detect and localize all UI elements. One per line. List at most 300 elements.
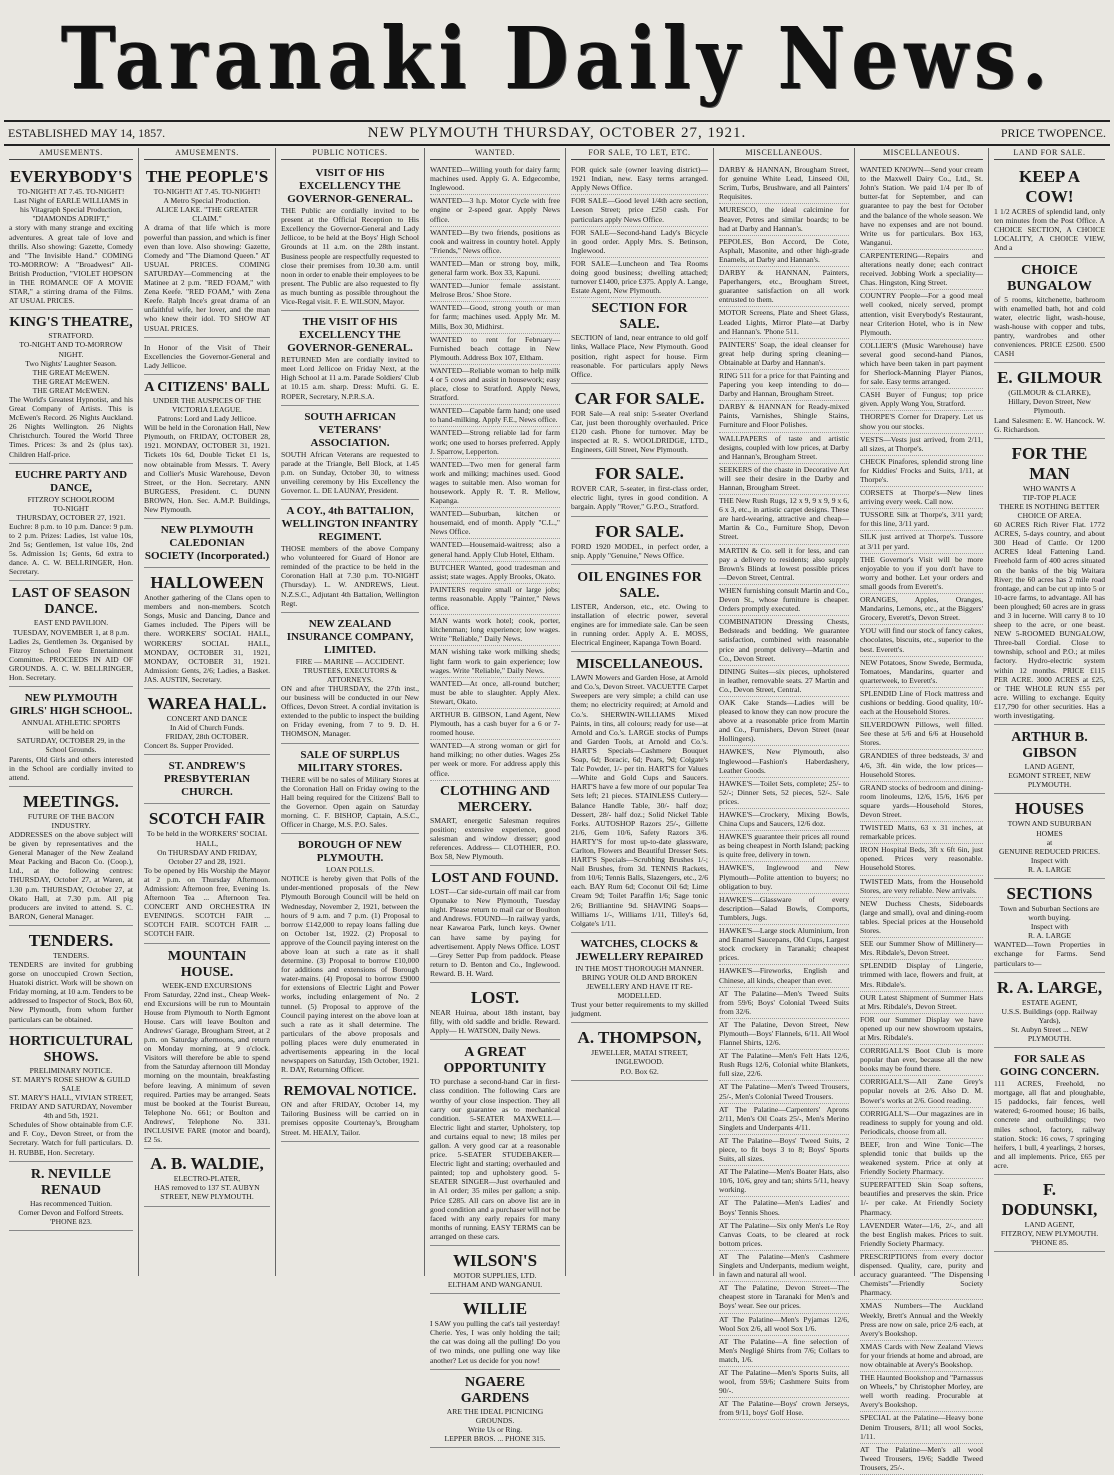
classified-ad: NEW Duchess Chests, Sideboards (large and small), oval and dining-room tables. Special prices at the Household Stores. [860, 898, 983, 938]
display-ad [144, 1151, 270, 1206]
ad-body: THERE will be no sales of Military Stores at the Coronation Hall on Friday owing to the Hall being required for the Citizens' Ball to the Governor. Open again on Saturday morning. C. F. BISHOP, Captain, A.S.C., Officer in Charge, M.S. P.O. Sales. [281, 774, 419, 830]
ad-title: CAR FOR SALE. [574, 388, 705, 408]
display-ad [281, 746, 419, 835]
ad-title: CHOICE BUNGALOW [1007, 262, 1092, 294]
ad-title: NEW PLYMOUTH CALEDONIAN SOCIETY (Incorporated.) [144, 524, 270, 563]
classified-ad: HAWKE'S—Toilet Sets, complete; 25/- to 52/-; Dinner Sets, 52 pieces, 52/-. Sale prices. [719, 778, 849, 809]
ad-line: TRUSTEES, EXECUTORS & ATTORNEYS. [303, 665, 397, 684]
classified-ad: FOR SALE—Luncheon and Tea Rooms doing good business; dwelling attached; turnover £1400, price £375. Apply A. Lange, Estate Agent, New Plymouth. [571, 258, 708, 298]
ad-line: CHOICE OF AREA. [1017, 510, 1082, 520]
column-5 [566, 148, 714, 1276]
ad-title: A CITIZENS' BALL [144, 379, 270, 395]
classified-ad: CORSETS at Thorpe's—New lines arriving every week. Call now. [860, 487, 983, 509]
ad-title: ST. ANDREW'S PRESBYTERIAN CHURCH. [163, 760, 251, 799]
classified-ad: COMBINATION Dressing Chests, Bedsteads and bedding. We guarantee satisfaction, combined with reasonable price and prompt delivery—Martin and Co., Devon Street. [719, 616, 849, 665]
display-ad [994, 796, 1105, 879]
classified-ad: PRESCRIPTIONS from every doctor dispensed. Quality, care, purity and accuracy guaranteed. "The Dispensing Chemists"—Friendly Society Pharmacy. [860, 1251, 983, 1300]
display-ad [571, 461, 708, 516]
ad-line: Inspect with [1030, 922, 1069, 932]
classified-ad: VESTS—Vests just arrived, from 2/11, all sizes, at Thorpe's. [860, 434, 983, 456]
display-ad [994, 881, 1105, 973]
ad-body: NEAR Huirua, about 18th instant, bay filly, with old saddle and bridle. Reward. Apply— H. WATSON, Daily News. [430, 1008, 560, 1036]
ad-title: CLOTHING AND MERCERY. [439, 783, 551, 815]
ad-line: ANNUAL ATHLETIC SPORTS [21, 718, 121, 728]
classified-ad: HAWKE'S, Inglewood and New Plymouth—Polite attention to buyers; no obligation to buy. [719, 862, 849, 893]
ad-body: TENDERS are invited for grubbing gorse on unoccupied Crown Section, Huatoki district. Work will be shown on Friday morning, at 10 a.m. Tenders to be addressed to Inspector of Stock, Box 60, New Plymouth, from whom further particulars can be obtained. [9, 960, 133, 1024]
ad-line: BRING YOUR OLD AND BROKEN JEWELLERY AND HAVE IT RE-MODELLED. [581, 972, 698, 1001]
column-6 [714, 148, 855, 1418]
ad-line: FITZROY, NEW PLYMOUTH. [1000, 1229, 1099, 1239]
classified-ad: WANTED—3 h.p. Motor Cycle with free engine or 2-speed gear. Apply News office. [430, 195, 560, 226]
classified-ad: AT The Palatine—Carpenters' Aprons 2/11, Men's Oil Coats 25/-, Men's Merino Singlets and Underpants 4/11. [719, 1104, 849, 1135]
display-ad [144, 164, 270, 338]
masthead [0, 0, 1114, 118]
ad-body: In Honor of the Visit of Their Excellencies the Governor-General and Lady Jellicoe. [144, 342, 270, 370]
ad-title: EVERYBODY'S [9, 167, 133, 187]
ad-line: SATURDAY, OCTOBER 29, in the School Grounds. [16, 736, 126, 755]
ad-line: WHO WANTS A [1022, 483, 1076, 493]
ad-line: PRELIMINARY NOTICE. [29, 1065, 113, 1075]
ad-body: FOR Sale—A real snip: 5-seater Overland Car, just been thoroughly overhauled. Price £120 cash. Phone for turnover. May be inspected at R. S. WOOLDRIDGE, LTD., Engineers, Gill Street, New Plymouth. [571, 408, 708, 455]
ad-line: EAST END PAVILION. [33, 618, 109, 628]
ad-body: FORD 1920 MODEL, in perfect order, a snip. Apply "Genuine," News Office. [571, 541, 708, 560]
column-8 [989, 148, 1110, 1276]
classified-ad: BEEF, Iron and Wine Tonic—The splendid tonic that builds up the weakened system. Price at only at Friendly Society Pharmacy. [860, 1139, 983, 1179]
display-ad [9, 1031, 133, 1162]
classified-ad: AT The Palatine—Men's Boater Hats, also 10/6, 10/6, grey and tan; shirts 5/11, heavy working. [719, 1166, 849, 1197]
ad-body: a story with many strange and exciting adventures. A great tale of love and thrills. Also showing: Gazette, Comedy and "The Invisible Hand." COMING TO-MORROW: A "Broadwest" All-British Production, "VIOLET HOPSON in THE ROMANCE OF A MOVIE STAR," a stirring drama of the Films. AT USUAL PRICES. [9, 223, 133, 306]
display-ad [571, 935, 708, 1024]
classified-ad: SPLENDID Line of Flock mattress and cushions or bedding. Good quality, 10/- each at the Household Stores. [860, 688, 983, 719]
classified-ad: HAWKE'S guarantee their prices all round as being cheapest in North Island; packing is quite free, delivery in town. [719, 831, 849, 862]
classified-ad: SPLENDID Display of Lingerie, trimmed with lace, flowers and fruit, at Mrs. Ribdale's. [860, 960, 983, 991]
ad-body: 60 ACRES Rich River Flat. 1772 ACRES, 5-days country, and about 300 Head of Cattle. Or 1200 ACRES Ideal Fattening Land. Freehold farm of 400 acres situated on the banks of the big Waitara River; the 60 acres has 2 mile road frontage, and can be cut up into 5 or 10-acre farms, to advantage. All has been ploughed; 60 acres are in grass and 3 in lucerne. Will carry 8 to 10 sheep to the acre, or one beast. NEW 5-ROOMED BUNGALOW, Three-ball Cordial. Close to township, school and P.O.; at miles factory. Hydro-electric system within 12 months. PRICE £115 PER ACRE. 3000 ACRES at £25, or THE WHOLE RUN £55 per acre. Willing to exchange. Equity £17,790 for other securities. Has a worth investigating. [994, 520, 1105, 721]
dateline-bar [4, 120, 1110, 146]
display-ad [281, 502, 419, 613]
ad-line: To be held in the WORKERS' SOCIAL HALL, [146, 829, 268, 848]
display-ad [430, 1372, 560, 1448]
ad-line: TIP-TOP PLACE [1022, 492, 1077, 502]
ad-title: THE VISIT OF HIS EXCELLENCY THE GOVERNOR-GENERAL. [287, 316, 413, 355]
classified-ad: COUNTRY People—For a good meal well cooked, nicely served, prompt attention, visit Everybody's Restaurant, near Criterion Hotel, who is in New Plymouth. [860, 290, 983, 339]
ad-title: F. DODUNSKI, [1001, 1180, 1098, 1220]
ad-line: FIRE — MARINE — ACCIDENT. [295, 656, 405, 666]
display-ad [9, 1164, 133, 1231]
classified-ad: COLLIER'S (Music Warehouse) have several good second-hand Pianos, which have been taken in part payment for Sherlock-Manning Player Pianos, for sale. Easy terms arranged. [860, 340, 983, 389]
display-ad [144, 806, 270, 943]
classified-ad: LAVENDER Water—1/6, 2/-, and all the best English makes. Prices to suit. Friendly Society Pharmacy. [860, 1220, 983, 1251]
ad-title: KEEP A COW! [1019, 167, 1080, 207]
ad-title: NEW ZEALAND INSURANCE COMPANY, LIMITED. [286, 617, 414, 656]
classified-ad: GRAND stocks of bedroom and dining-room linoleums, 12/6, 15/6, 16/6 per square yards—Household Stores, Devon Street. [860, 782, 983, 822]
ad-line: at [1046, 837, 1053, 847]
classified-ad: AT The Palatine—Men's Tweed Suits from 59/6; Boys' Colonial Tweed Suits from 32/6. [719, 988, 849, 1019]
display-ad [994, 1050, 1105, 1175]
classified-ad: AT The Palatine—Men's Ladies' and Boys' Tennis Shoes. [719, 1197, 849, 1219]
display-ad [144, 946, 270, 1150]
classified-ad: SPECIAL at the Palatine—Heavy bone Denim Trousers, 8/11; all wool Socks, 1/11. [860, 1412, 983, 1443]
ad-body: NOTICE is hereby given that Polls of the under-mentioned proposals of the New Plymouth Borough Council will be held on Wednesday, November 2, 1921, between the hours of 9 a.m. and 7 p.m. (1) Proposal to borrow £142,000 to repay loans falling due on October 1st, 1922. (2) Proposal to approve of the Council paying interest on the above loan at such a rate as it shall determine. (3) Proposal to borrow £10,000 for additions and extensions of Borough water-mains. (4) Proposal to borrow £9000 for extensions of Electric Light and Power works, including enlargement of No. 2 tunnel. (5) Proposal to approve of the Council paying interest on the above loan at such a rate as it shall determine. The particulars of the above proposals and polling places were duly enumerated in advertisements appearing in the local newspapers on Saturday, 15th October, 1921. R. DAY, Returning Officer. [281, 874, 419, 1075]
ad-title: MEETINGS. [23, 791, 119, 811]
ad-line: 'PHONE 823. [50, 1216, 92, 1226]
column-heading: MISCELLANEOUS. [719, 148, 849, 160]
classified-ad: AT The Palatine—Men's Felt Hats 12/6, Rush Rugs 12/6, Colonial white Blankets, full size, 22/6. [719, 1050, 849, 1081]
ad-line: TENDERS. [52, 950, 90, 960]
ad-body: The World's Greatest Hypnotist, and his Great Company of Artists. This is McEwen's Record. 26 Nights Auckland. 26 Nights Wellington. 26 Nights Christchurch. Toured the World Three Times. Prices: 3s and 2s (plus tax). Children Half-price. [9, 394, 133, 459]
classified-ad: WANTED—Junior female assistant. Melrose Bros.' Shoe Store. [430, 280, 560, 302]
display-ad [430, 781, 560, 866]
classified-ad: ORANGES, Apples, Oranges, Mandarins, Lemons, etc., at the Biggers' Grocery, Everett's, Devon Street. [860, 594, 983, 625]
ad-title: R. NEVILLE RENAUD [30, 1166, 112, 1198]
ad-line: EGMONT STREET, NEW PLYMOUTH. [1008, 771, 1091, 790]
classified-ad: HAWKE'S—Glassware of every description—Salad Bowls, Comports, Tumblers, Jugs. [719, 894, 849, 925]
ad-title: KING'S THEATRE, [9, 315, 133, 331]
ad-body: I SAW you pulling the cat's tail yesterday! Cherie. Yes, I was only holding the tail; the cat was doing all the pulling! Do you of two minds, one pulling one way like another? Let us decide for you now! [430, 1319, 560, 1365]
ad-line: R. A. LARGE [1027, 864, 1072, 874]
ad-title: A GREAT OPPORTUNITY [443, 1045, 547, 1077]
classified-ad: PAINTERS' Soap, the ideal cleanser for great help during spring cleaning—Obtainable at Darby and Hannan's. [719, 339, 849, 370]
classified-ad: WANTED—At once, all-round butcher; must be able to slaughter. Apply Alex. Stewart, Okato. [430, 678, 560, 709]
ad-title: A. B. WALDIE, [150, 1154, 264, 1174]
classified-ad: WANTED—Reliable woman to help milk 4 or 5 cows and assist in housework; easy place, close to Stratford. Apply News, Stratford. [430, 365, 560, 405]
ad-title: HORTICULTURAL SHOWS. [9, 1033, 133, 1065]
ad-body: 111 ACRES, Freehold, no mortgage, all flat and ploughable, 15 paddocks, fair fences, well watered; 6-roomed house; 16 bails, concrete and outbuildings; two miles school, factory, railway station. Stock: 16 cows, 7 springing heifers, 1 bull, 4 yearlings, 2 horses, and all implements. Price, £65 per acre. [994, 1079, 1105, 1170]
classified-ad: AT The Palatine—Men's Sports Suits, all wool, from 59/6; Cashmere Suits from 90/-. [719, 1367, 849, 1398]
classified-ad: AT The Palatine—Boys' Tweed Suits, 2 piece, to fit boys 3 to 8; Boys' Sports Suits, all sizes. [719, 1135, 849, 1166]
classified-ad: MAN wants work hotel; cook, porter, kitchenman; long experience; low wages. Write "Reliable," Daily News. [430, 615, 560, 646]
classified-ad: WANTED—Suburban, kitchen or housemaid, end of month. Apply "C.L.," News Office. [430, 508, 560, 539]
ad-body: ROVER CAR, 5-seater, in first-class order, electric light, tyres in good condition. A bargain. Apply "Rover," G.P.O., Stratford. [571, 484, 708, 512]
classified-ad: TWISTED Mats, from the Household Stores, are very reliable. New arrivals. [860, 876, 983, 898]
display-ad [144, 691, 270, 755]
classified-ad: FOR our Summer Display we have opened up our new showroom upstairs, at Mrs. Ribdale's. [860, 1014, 983, 1045]
classified-ad: PAINTERS require small or large jobs; terms reasonable. Apply "Painter," News office. [430, 584, 560, 615]
ad-title: SOUTH AFRICAN VETERANS' ASSOCIATION. [304, 410, 396, 449]
ad-title: NEW PLYMOUTH GIRLS' HIGH SCHOOL. [9, 692, 133, 718]
classified-ad: HAWKE'S—Large stock Aluminium, Iron and Enamel Saucepans, Old Cups, Largest stock crockery in Taranaki; cheapest prices. [719, 925, 849, 965]
classified-ad: AT The Palatine, Devon Street—The cheapest store in Taranaki for Men's and Boys' wear. See our prices. [719, 1282, 849, 1313]
ad-title: HALLOWEEN [150, 573, 264, 593]
ad-line: THURSDAY, OCTOBER 27, 1921. [16, 512, 126, 522]
ad-title: SECTIONS [1006, 883, 1093, 903]
display-ad [571, 298, 708, 383]
classified-ad: WHEN furnishing consult Martin and Co., Devon St., whose furniture is cheaper. Orders promptly executed. [719, 585, 849, 616]
ad-body: Will be held in the Coronation Hall, New Plymouth, on FRIDAY, OCTOBER 28, 1921. MONDAY, OCTOBER 31, 1921. Tickets 10s 6d, Double Ticket £1 1s, now obtainable from Messrs. T. Avery and Collier's Music Warehouse, Devon Street, or the Hon. Secretary. ANN BURGESS, President. C. DUNN BROWN, Hon. Sec. A.M.P. Buildings, New Plymouth. [144, 423, 270, 514]
classified-ad: AT The Palatine—Men's Tweed Trousers, 25/-, Men's Colonial Tweed Trousers. [719, 1081, 849, 1103]
classified-ad: MOTOR Screens, Plate and Sheet Glass, Leaded Lights, Mirror Plate—at Darby and Hannan's. 'Phone 511. [719, 307, 849, 338]
ad-body: Parents, Old Girls and others interested in the School are cordially invited to attend. [9, 754, 133, 782]
classified-ad: CORRIGALL'S—All Zane Grey's popular novels at 2/6. Also D. M. Bower's works at 2/6. Good reading. [860, 1076, 983, 1107]
issue-dateline: NEW PLYMOUTH THURSDAY, OCTOBER 27, 1921. [367, 125, 747, 141]
ad-title: EUCHRE PARTY AND DANCE, [14, 468, 128, 494]
ad-body: Ladies 2s, Gentlemen 3s. Organised by Fitzroy School Fete Entertainment Committee. PROCEEDS IN AID OF GROUNDS. A. C. W. BELLRINGER, Hon. Secretary. [9, 636, 133, 683]
display-ad [144, 570, 270, 689]
display-ad [9, 466, 133, 582]
column-1 [4, 148, 139, 1276]
classified-ad: HAWKE'S—Fireworks, English and Chinese, all kinds, cheaper than ever. [719, 965, 849, 987]
display-ad [430, 985, 560, 1040]
masthead-title: Taranaki Daily News. [60, 9, 1054, 109]
ad-line: St. Aubyn Street ... NEW PLYMOUTH. [1011, 1024, 1088, 1043]
ad-title: OIL ENGINES FOR SALE. [577, 569, 702, 601]
ad-line: FRIDAY AND SATURDAY, November 4th and 5th, 1921. [10, 1102, 132, 1121]
classified-ad: THORPE'S Corner for Drapery. Let us show you our stocks. [860, 411, 983, 433]
classified-ad: PEPOLES, Bon Accord, De Cote, Asphalt, Masonite, and other high-grade Enamels, at Darby and Hannan's. [719, 236, 849, 267]
classified-ad: SILVERDOWN Pillows, well filled. See these at 5/6 and 6/6 at Household Stores. [860, 719, 983, 750]
ad-body: TO purchase a second-hand Car in first-class condition. The following Cars are worthy of your close inspection. They all carry our guarantee as to mechanical condition. 5-SEATER MAXWELL—Electric light and starter, Upholstery, top and curtains equal to new; 18 miles per gallon. A very good car at a reasonable price. 5-SEATER STUDEBAKER—Electric light and starting; overhauled and painted; top and upholstery good. 5-SEATER SINGER—Just overhauled and in A1 order; 35 miles per gallon; a snip. Price £285. All cars on above list are in good condition and a purchaser will not be faced with any early repairs for many months of running. EASY TERMS can be arranged on these cars. [430, 1077, 560, 1241]
column-heading: PUBLIC NOTICES. [281, 148, 419, 160]
classified-ad: DINING Suites—six pieces, upholstered in leather, removable seats. 27 Martin and Co., Devon Street, Central. [719, 666, 849, 697]
ad-line: THE GREAT McEWEN. [32, 367, 110, 377]
classified-ad: XMAS Cards with New Zealand Views for your friends at home and abroad, are now obtainable at Avery's Bookshop. [860, 1341, 983, 1372]
ad-title: LAST OF SEASON DANCE. [11, 586, 131, 618]
classified-ad: MURESCO, the ideal calcimine for Beaver, Petres and similar boards; to be had at Darby and Hannan's. [719, 204, 849, 235]
ad-line: ARE THE IDEAL PICNICING GROUNDS. [446, 1406, 544, 1425]
ad-body: SMART, energetic Salesman requires position; extensive experience, good salesman and window dresser; good references. Address— CLOTHIER, P.O. Box 58, New Plymouth. [430, 815, 560, 861]
classified-ad: TUSSORE Silk at Thorpe's, 3/11 yard; for this line, 3/11 yard. [860, 509, 983, 531]
classified-ad: HAWKE'S—Crockery, Mixing Bowls, China Cups and Saucers, 12/6 doz. [719, 809, 849, 831]
ad-line: LAND AGENT, [1024, 762, 1075, 772]
ad-line: FRIDAY, 28th OCTOBER. [165, 732, 249, 742]
ad-line: Write Us or Ring. [467, 1424, 523, 1434]
classified-ad: XMAS Numbers—The Auckland Weekly, Brett's Annual and the Weekly Press are now on sale, price 2/6 each, at Avery's Bookshop. [860, 1300, 983, 1340]
display-ad [9, 583, 133, 687]
ad-title: A COY., 4th BATTALION, WELLINGTON INFANTRY REGIMENT. [281, 505, 419, 544]
display-ad [430, 1042, 560, 1246]
ad-line: ALICE LAKE. "THE GREATER CLAIM." [155, 205, 259, 224]
classified-ad: FOR SALE—Good level 1/4th acre section, Leeson Street; price £250 cash. For particulars apply News Office. [571, 195, 708, 226]
ad-line: P.O. Box 62. [620, 1066, 659, 1076]
ad-line: (GILMOUR & CLARKE), [1008, 388, 1091, 398]
display-ad [571, 567, 708, 652]
ad-title: LOST. [470, 988, 520, 1008]
column-4 [425, 148, 566, 1443]
display-ad [430, 1248, 560, 1294]
ad-title: WILSON'S [452, 1251, 538, 1270]
ad-title: ARTHUR B. GIBSON [1011, 730, 1088, 762]
classified-ad: CORRIGALL'S—Our magazines are in readiness to supply for young and old. Periodicals, choose from all. [860, 1108, 983, 1139]
classified-ad: CORRIGALL'S Boot Club is more popular than ever, because all the new books may be found there. [860, 1045, 983, 1076]
ad-body: LISTER, Anderson, etc., etc. Owing to installation of electric power, several engines are for immediate sale. Can be seen in running order. Apply A. E. MOSS, Electrical Engineer, Kapanga Town Board. [571, 601, 708, 648]
column-heading: FOR SALE, TO LET, ETC. [571, 148, 708, 160]
classified-ad: AT The Palatine—Boys' crown Jerseys, from 9/11, boys' Golf Hose. [719, 1398, 849, 1420]
display-ad [571, 519, 708, 565]
ad-body: ON and after FRIDAY, October 14, my Tailoring Business will be carried on in premises opposite Courtenay's, Brougham Street. M. HEALY, Tailor. [281, 1100, 419, 1137]
classified-ad: SUPERFATTED Skin Soap softens, beautifies and preserves the skin. Price 1/- per cake. At Friendly Society Pharmacy. [860, 1179, 983, 1219]
ad-line: In Aid of Church Funds. [169, 723, 245, 733]
display-ad [144, 521, 270, 568]
display-ad [144, 757, 270, 804]
display-ad [144, 340, 270, 375]
display-ad [9, 789, 133, 926]
ad-title: BOROUGH OF NEW PLYMOUTH. [297, 839, 403, 865]
ad-title: WILLIE [462, 1299, 528, 1319]
ad-line: THE GREAT McEWEN. [32, 376, 110, 386]
ad-body: Euchre: 8 p.m. to 10 p.m. Dance: 9 p.m. to 2 p.m. Prizes: Ladies, 1st value 10s, 2nd 5s; Gentlemen, 1st value 10s, 2nd 5s. Admission 1s; Gents, 6d extra to dance. A. C. W. BELLRINGER, Hon. Secretary. [9, 521, 133, 577]
column-heading: LAND FOR SALE. [994, 148, 1105, 160]
ad-title: FOR SALE AS GOING CONCERN. [999, 1053, 1099, 1079]
classified-ad: WANTED—Two men for general farm work and milking; machines used. Good wages to suitable men. Also woman for housework. Apply R. T. R. Mellow, Kapanga. [430, 459, 560, 508]
ad-line: FUTURE OF THE BACON INDUSTRY. [27, 811, 115, 830]
ad-line: THE GREAT McEWEN. [32, 385, 110, 395]
ad-title: R. A. LARGE, [996, 977, 1103, 997]
ad-line: WEEK-END EXCURSIONS [162, 980, 252, 990]
ad-title: THE PEOPLE'S [145, 167, 269, 187]
classified-ad: CASH Buyer of Fungus; top price given. Apply Wong You, Stratford. [860, 389, 983, 411]
classified-ad: WANTED—Capable farm hand; one used to hand-milking. Apply F.E., News office. [430, 405, 560, 427]
ad-line: Two Nights' Laughter Season. [25, 358, 117, 368]
established-date: ESTABLISHED MAY 14, 1857. [8, 126, 166, 140]
ad-line: TO-NIGHT! AT 7.45. TO-NIGHT! [17, 187, 125, 197]
ad-body: SOUTH African Veterans are requested to parade at the Triangle, Bell Block, at 1.45 p.m. on Sunday, October 30, to witness unveiling ceremony by His Excellency the Governor. L. DE LAUNAY, President. [281, 449, 419, 495]
ad-body: THE Public are cordially invited to be present at the Official Reception to His Excellency the Governor-General and Lady Jellicoe, to be held at the Boys' High School Grounds at 11 a.m. on the 28th instant. Business people are respectfully requested to close their premises from 10.30 a.m. until noon in order to enable their employees to be present. The Public are also requested to fly as much bunting as possible throughout the Vice-Regal visit. F. E. WILSON, Mayor. [281, 206, 419, 307]
ad-line: Corner Devon and Folford Streets. [18, 1207, 124, 1217]
ad-body: Another gathering of the Clans open to members and non-members. Scotch Songs, Music and Dancing, Dance and Games included. The Pipers will be there. WORKERS' SOCIAL HALL, WORKERS' SOCIAL HALL, MONDAY, OCTOBER 31, 1921, MONDAY, OCTOBER 31, 1921. Admission: Gents, 2/6; Ladies, a Basket. JAS. AUSTIN, Secretary. [144, 593, 270, 684]
display-ad [994, 1177, 1105, 1252]
column-7 [855, 148, 989, 1472]
classified-ad: WANTED—Strong reliable lad for farm work; one used to horses preferred. Apply J. Sparrow, Lepperton. [430, 427, 560, 458]
classified-ad: DARBY & HANNAN for Ready-mixed Paints, Varnishes, Shingle Stains, Furniture and Floor Polishes. [719, 401, 849, 432]
ad-body: THOSE members of the above Company who volunteered for Guard of Honor are reminded of the practice to be held in the Coronation Hall at 7.30 p.m. TO-NIGHT (Thursday). L. W. ANDREWS, Lieut. N.Z.S.C., Adjutant 4th Battalion, Wellington Regt. [281, 544, 419, 608]
column-heading: AMUSEMENTS. [144, 148, 270, 160]
display-ad [281, 313, 419, 405]
ad-body: of 5 rooms, kitchenette, bathroom with enamelled bath, hot and cold water, electric light, wash-house, wash-house with copper and tubs, pantry, wardrobes and other conveniences. PRICE £2500. £500 CASH [994, 294, 1105, 359]
display-ad [281, 408, 419, 500]
ad-title: FOR SALE. [595, 464, 684, 484]
ad-line: A Metro Special Production. [163, 196, 251, 206]
ad-line: LOAN POLLS. [325, 865, 375, 875]
ad-title: SECTION FOR SALE. [591, 301, 688, 333]
display-ad [9, 928, 133, 1029]
classified-ad: MAN wishing take work milking sheds; light farm work to gain experience; low wages. Write "Reliable," Daily News. [430, 646, 560, 677]
display-ad [9, 689, 133, 787]
classified-ad: WANTED—By two friends, positions as cook and waitress in country hotel. Apply "Friends," News office. [430, 227, 560, 258]
ad-line: LEPPER BROS. ... PHONE 315. [444, 1433, 546, 1443]
ad-title: E. GILMOUR [997, 368, 1102, 388]
classified-ad: SEEKERS of the chaste in Decorative Art will see their desire in the Darby and Hannan, Brougham Street. [719, 464, 849, 495]
ad-line: THERE IS NOTHING BETTER [999, 501, 1100, 511]
display-ad [9, 312, 133, 463]
ad-title: VISIT OF HIS EXCELLENCY THE GOVERNOR-GENERAL. [287, 167, 413, 206]
ad-line: ST. MARY'S ROSE SHOW & GUILD SALE [11, 1074, 131, 1093]
ad-title: A. THOMPSON, [577, 1028, 702, 1048]
ad-body: A drama of that life which is more powerful than passion, and which is finer even than love. Also showing: Gazette, Comedy and "The Diamond Queen." AT USUAL PRICES. COMING SATURDAY—Commencing at the Matinee at 2 p.m. "RED FOAM," with Zena Keefe. "RED FOAM," with Zena Keefe. Ralph Ince's great drama of an unfaithful wife, her lover, and the man who knew their idol. TO SHOW AT USUAL PRICES. [144, 223, 270, 333]
display-ad [281, 1081, 419, 1141]
ad-title: LOST AND FOUND. [431, 871, 559, 887]
classified-ad: ARTHUR B. GIBSON, Land Agent, New Plymouth, has a cash buyer for a 6 or 7-roomed house. [430, 709, 560, 740]
classified-ad: RING 511 for a price for that Painting and Papering you keep intending to do—Darby and Hannan, Brougham Street. [719, 370, 849, 401]
price-label: PRICE TWOPENCE. [1000, 126, 1106, 140]
ad-body: LAWN Mowers and Garden Hose, at Arnold and Co.'s, Devon Street. VACUETTE Carpet Sweepers are very simple; a child can use them; no electricity required; at Arnold and Co.'s. SHERWIN-WILLIAMS Mixed Paints, in tins, all colours; ready for use—at Arnold and Co.'s. LARGE stocks of Pumps and Garden Tools, at Arnold and Co.'s. HART'S Specials—Cashmere Bouquet Soap, 6d; Boracic, 6d; Pears, 9d; Colgate's Talc Powder, 1/- per tin. HART'S for Values—White and Gold Cups and Saucers. HART'S have a few more of our popular Tea Sets left; 21 pieces. STAINLESS Cutlery—Balance Handle Table, 30/- half doz; Dessert, 28/- half doz.; Solid Nickel Table Forks. AUTOSHOP Razors 25/-, Gillette 21/6, Gem 10/6, Safety Razors 3/6. HARTY'S for most up-to-date glassware, Carlton, Flowers and Beautiful Dresser Sets. HART'S Specials—Scrubbing Brushes 1/-; Nail Brushes, from 3d. TENNIS Rackets, from 10/6; Tennis Balls, Slazengers, etc., 2/6 each. BAY Rum 6d; Coconut Oil 6d; Lime Cream 9d; Toilet Paraffin 1/6; Sage tonic 2/6; Brilliantine 9d. SHAVING Soaps—Williams 1/-, Williams 1/11, Tilley's 6d, Colgate's 1/11. [571, 673, 708, 928]
ad-line: ST. MARY'S HALL, VIVIAN STREET, [9, 1092, 133, 1102]
classified-ad: GRANDIES of three bedsteads, 3/ and 4/6, 3ft. 4in wide, the low prices—Household Stores. [860, 750, 983, 781]
ad-line: "DIAMONDS ADRIFT," [32, 214, 110, 224]
ad-body: 1 1/2 ACRES of splendid land, only ten minutes from the Post Office. A CHOICE SECTION, A CHOICE LOCALITY, A CHOICE VIEW, And a [994, 207, 1105, 253]
ad-line: TO-NIGHT [52, 503, 90, 513]
classified-ad: AT The Palatine—Men's all wool Tweed Trousers, 19/6; Saddle Tweed Trousers, 25/-. [860, 1444, 983, 1475]
ad-line: ELTHAM AND WANGANUI. [447, 1280, 543, 1290]
classified-ad: WANTED—Good, strong youth or man for farm; machines used. Apply Mr. M. Mills, Box 30, Midhirst. [430, 302, 560, 333]
ad-line: FITZROY SCHOOLROOM [27, 494, 115, 504]
column-2 [139, 148, 276, 1276]
ad-title: TENDERS. [28, 930, 114, 950]
classified-ad: AT The Palatine—A fine selection of Men's Negligé Shirts from 7/6; Collars to match, 1/6. [719, 1336, 849, 1367]
classified-ad: DARBY & HANNAN, Brougham Street, for genuine White Lead, Linseed Oil, Scrim, Turbs, Brushware, and all Painters' Requisites. [719, 164, 849, 204]
classified-ad: OAK Cake Stands—Ladies will be pleased to know they can now procure the above at a reasonable price from Martin and Co., Furnishers, Devon Street (near Hollingers). [719, 697, 849, 746]
ad-title: FOR THE MAN [1011, 443, 1088, 483]
classified-ad: DARBY & HANNAN, Painters, Paperhangers, etc., Brougham Street, guarantee satisfaction on all work entrusted to them. [719, 267, 849, 307]
display-ad [281, 836, 419, 1079]
classified-ad: HAWKE'S, New Plymouth, also Inglewood—Fashion's Haberdashery, Leather Goods. [719, 746, 849, 777]
ad-title: REMOVAL NOTICE. [283, 1084, 417, 1100]
column-heading: WANTED. [430, 148, 560, 160]
ad-line: TOWN AND SUBURBAN HOMES [1007, 819, 1092, 838]
display-ad [571, 1025, 708, 1080]
classified-ad: FOR quick sale (owner leaving district)—1921 Indian, new. Easy terms arranged. Apply News Office. [571, 164, 708, 195]
ad-body: WANTED—Town Properties in exchange for Farms. Send particulars to— [994, 940, 1105, 968]
ad-line: U.S.S. Buildings (opp. Railway Yards), [1001, 1006, 1098, 1025]
ad-line: R. A. LARGE [1027, 931, 1072, 941]
classified-ad: MARTIN & Co. sell it for less, and can pay a delivery to residents; also supply Brown's Blinds at lowest possible prices—Devon Street, Central. [719, 545, 849, 585]
ad-body: RETURNED Men are cordially invited to meet Lord Jellicoe on Friday Next, at the High School at 11 a.m. Parade Soldiers' Club at 10.15 a.m. sharp. Dress: Mufti. G. E. ROPER, Secretary, N.P.R.S.A. [281, 355, 419, 401]
classified-ad: WANTED to rent for February—Furnished beach cottage in New Plymouth. Address Box 107, Eltham. [430, 334, 560, 365]
classified-ad: WANTED—A strong woman or girl for hand milking; no other duties. Wages 25s per week or more. For address apply this office. [430, 740, 560, 780]
classified-ad: IRON Hospital Beds, 3ft x 6ft 6in, just opened. Prices very reasonable. Household Stores. [860, 844, 983, 875]
classified-ad: WANTED KNOWN—Send your cream to the Maxwell Dairy Co., Ltd., St. John's Station. We paid 1/4 per lb of butter-fat for September, and can guarantee to pay the best for October and the balance of the whole season. We have no expenses and are not bound. Write us for particulars. Box 163, Wanganui. [860, 164, 983, 250]
ad-body: Concert 8s. Supper Provided. [144, 741, 234, 751]
ad-body: ON and after THURSDAY, the 27th inst., our business will be conducted in our New Offices, Devon Street. A cordial invitation is extended to the public to inspect the building on Friday evening, from 7 to 9. D. H. THOMSON, Manager. [281, 684, 419, 739]
column-heading: MISCELLANEOUS. [860, 148, 983, 160]
display-ad [571, 654, 708, 933]
ad-title: SCOTCH FAIR [148, 809, 266, 829]
classified-ad: SEE our Summer Show of Millinery—Mrs. Ribdale's, Devon Street. [860, 938, 983, 960]
display-ad [994, 164, 1105, 257]
ad-title: SALE OF SURPLUS MILITARY STORES. [297, 748, 403, 774]
classified-ad: OUR Latest Shipment of Summer Hats at Mrs. Ribdale's, Devon Street. [860, 992, 983, 1014]
ad-body: To be opened by His Worship the Mayor at 2 p.m. on Thursday Afternoon. Admission: Afternoon free, Evening 1s. Afternoon Tea ... Afternoon Tea. CONCERT AND ORCHESTRA IN EVENINGS. SCOTCH FAIR ... SCOTCH FAIR. SCOTCH FAIR ... SCOTCH FAIR. [144, 865, 270, 939]
ad-line: TO-NIGHT! AT 7.45. TO-NIGHT! [153, 187, 261, 197]
ad-title: HOUSES [1015, 799, 1084, 819]
classified-ad: AT The Palatine—Men's Cashmere Singlets and Underpants, medium weight, in fawn and natural all wool. [719, 1251, 849, 1282]
ad-body: Schedules of Show obtainable from C.F. and F. Coy., Devon Street, or from the Secretary. Watch for full particulars. D. H. RUBBE, Hon. Secretary. [9, 1120, 133, 1157]
display-ad [571, 386, 708, 459]
ad-line: JEWELLER, MATAI STREET, INGLEWOOD. [591, 1048, 688, 1067]
ad-line: ESTATE AGENT, [1021, 997, 1078, 1007]
classified-ad: AT The Palatine—Six only Men's Le Roy Canvas Coats, to be cleared at rock bottom prices. [719, 1220, 849, 1251]
ad-title: MISCELLANEOUS. [576, 657, 703, 673]
display-ad [994, 975, 1105, 1048]
display-ad [144, 377, 270, 519]
ad-line: HAS removed to 137 ST. AUBYN STREET, NEW PLYMOUTH. [154, 1183, 260, 1202]
display-ad [994, 727, 1105, 794]
ad-line: Last Night of EARLE WILLIAMS in his Vitagraph Special Production, [13, 196, 129, 215]
display-ad [430, 1296, 560, 1369]
ad-body: LOST—Car side-curtain off mail car from Opunake to New Plymouth, Tuesday night. Please return to mail car or Boulton and Andrews. FOUND—In railway yards, near Kawaroa Park, lunch keys. Owner can have same by paying for advertisement. Apply News Office. LOST—Grey Setter Pup from paddock. Please return to D. Benton and Co., Inglewood. Reward. B. H. Ward. [430, 887, 560, 978]
display-ad [9, 164, 133, 310]
classified-ad: AT The Palatine, Devon Street, New Plymouth—Boys' Flannels, 6/11. All Wool Flannel Shirts, 12/6. [719, 1019, 849, 1050]
display-ad [430, 868, 560, 983]
ad-line: Inspect with [1030, 855, 1069, 865]
ad-body: From Saturday, 22nd inst., Cheap Week-end Excursions will be run to Mountain House from Plymouth to North Egmont House. Cars will leave Boulton and Andrews' Garage, Brougham Street, at 2 p.m. on Saturday afternoons, and return on Monday morning, at 9 o'clock. Visitors will therefore be able to spend from the Saturday afternoon till Monday morning on the mountain, breakfasting before leaving. A minimum of seven required. Parties may be arranged. Seats must be booked at the Tourist Bureau, Telephone No. 661; or Boulton and Andrews', Telephone No. 331. INCLUSIVE FARE (motor and board), £2 5s. [144, 989, 270, 1145]
classified-ad: TWISTED Matts, 63 x 31 inches, at remarkable prices. [860, 822, 983, 844]
ad-line: On THURSDAY AND FRIDAY, October 27 and 28, 1921. [157, 847, 257, 866]
ad-line: TUESDAY, NOVEMBER 1, at 8 p.m. [12, 627, 130, 637]
column-3 [276, 148, 425, 1276]
display-ad [994, 365, 1105, 438]
ad-line: MOTOR SUPPLIES, LTD. [453, 1271, 537, 1280]
ad-line: IN THE MOST THOROUGH MANNER. [575, 963, 704, 973]
classified-ad: FOR SALE—Second-hand Lady's Bicycle in good order. Apply Mrs. S. Betinson, Inglewood. [571, 227, 708, 258]
